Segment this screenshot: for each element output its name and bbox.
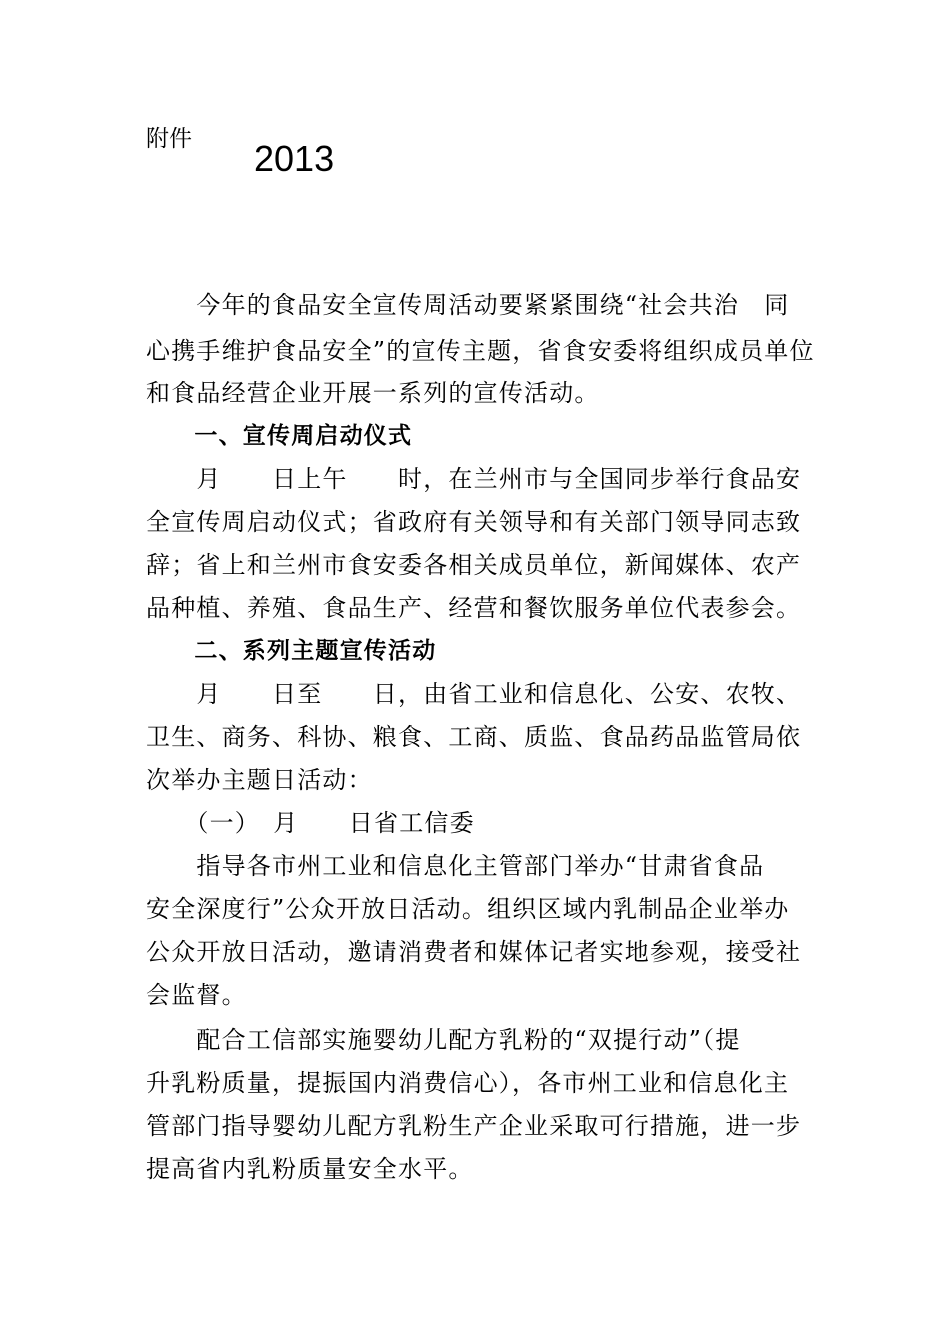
section-1-line-4: 品种植、养殖、食品生产、经营和餐饮服务单位代表参会。 — [146, 594, 802, 622]
subsection-1-para-2-line-4: 提高省内乳粉质量安全水平。 — [146, 1155, 474, 1183]
attachment-label: 附件 — [146, 126, 192, 152]
subsection-1-para-2-line-3: 管部门指导婴幼儿配方乳粉生产企业采取可行措施，进一步 — [146, 1112, 802, 1140]
document-year: 2013 — [254, 138, 335, 179]
subsection-1-para-1-line-3: 公众开放日活动，邀请消费者和媒体记者实地参观，接受社 — [146, 938, 802, 966]
subsection-1-para-1-line-4: 会监督。 — [146, 981, 247, 1009]
section-2-line-1: 月 日至 日，由省工业和信息化、公安、农牧、 — [146, 680, 802, 708]
section-1-line-3: 辞；省上和兰州市食安委各相关成员单位，新闻媒体、农产 — [146, 551, 802, 579]
section-heading-2: 二、系列主题宣传活动 — [146, 638, 437, 664]
paragraph-intro-line-2: 心携手维护食品安全”的宣传主题，省食安委将组织成员单位 — [146, 337, 815, 365]
subsection-1-para-2-line-1: 配合工信部实施婴幼儿配方乳粉的“双提行动”（提 — [146, 1026, 741, 1054]
section-1-line-2: 全宣传周启动仪式；省政府有关领导和有关部门领导同志致 — [146, 508, 802, 536]
subsection-1-para-1-line-2: 安全深度行”公众开放日活动。组织区域内乳制品企业举办 — [146, 895, 790, 923]
subsection-heading-1: （一） 月 日省工信委 — [146, 809, 475, 837]
section-1-line-1: 月 日上午 时，在兰州市与全国同步举行食品安 — [146, 465, 802, 493]
paragraph-intro-line-1: 今年的食品安全宣传周活动要紧紧围绕“社会共治 同 — [146, 291, 790, 319]
section-2-line-2: 卫生、商务、科协、粮食、工商、质监、食品药品监管局依 — [146, 723, 802, 751]
paragraph-intro-line-3: 和食品经营企业开展一系列的宣传活动。 — [146, 379, 600, 407]
subsection-1-para-2-line-2: 升乳粉质量，提振国内消费信心），各市州工业和信息化主 — [146, 1069, 790, 1097]
section-heading-1: 一、宣传周启动仪式 — [146, 423, 413, 449]
subsection-1-para-1-line-1: 指导各市州工业和信息化主管部门举办“甘肃省食品 — [146, 852, 765, 880]
section-2-line-3: 次举办主题日活动： — [146, 766, 373, 794]
